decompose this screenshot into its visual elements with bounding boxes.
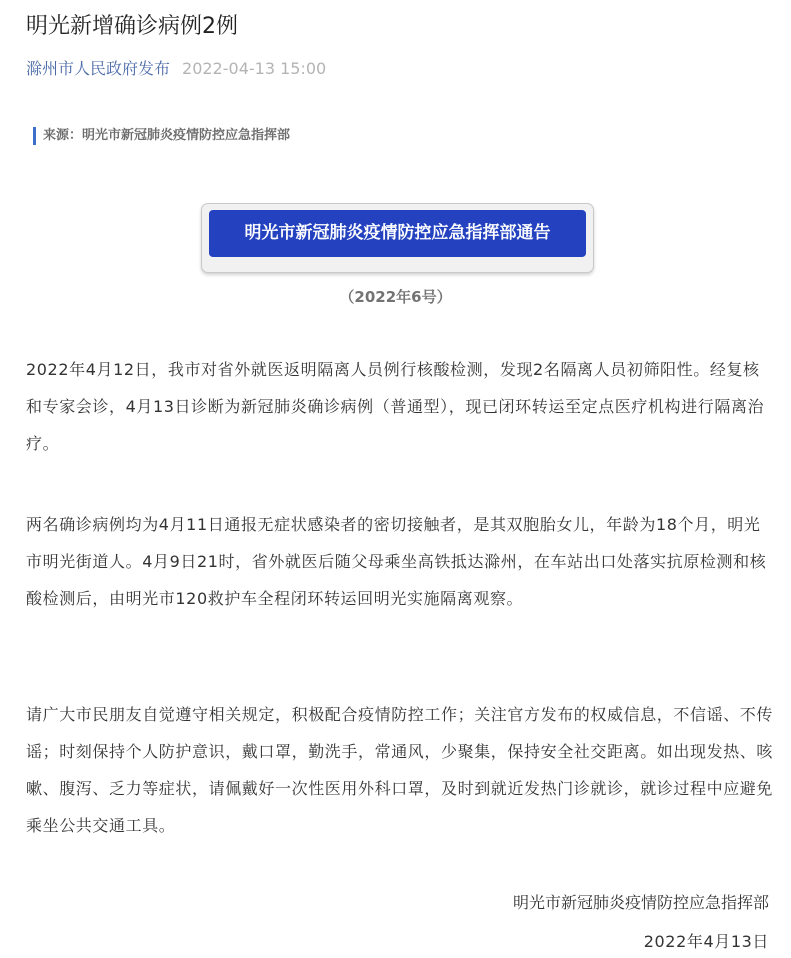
body-paragraph-1: 2022年4月12日，我市对省外就医返明隔离人员例行核酸检测，发现2名隔离人员初筛阳性。经复核和专家会诊，4月13日诊断为新冠肺炎确诊病例（普通型），现已闭环转运至定点医疗机构进行隔离治疗。	[26, 360, 765, 453]
publisher-link[interactable]: 滁州市人民政府发布	[26, 59, 171, 78]
notice-banner-text: 明光市新冠肺炎疫情防控应急指挥部通告	[209, 210, 586, 257]
notice-banner	[201, 203, 594, 273]
source-line: 来源：明光市新冠肺炎疫情防控应急指挥部	[33, 127, 290, 145]
notice-number: （2022年6号）	[339, 288, 452, 306]
body-paragraph-3: 请广大市民朋友自觉遵守相关规定，积极配合疫情防控工作；关注官方发布的权威信息，不信谣、不传谣；时刻保持个人防护意识，戴口罩，勤洗手，常通风，少聚集，保持安全社交距离。如出现发热、咳嗽、腹泻、乏力等症状，请佩戴好一次性医用外科口罩，及时到就近发热门诊就诊，就诊过程中应避免乘坐公共交通工具。	[26, 705, 774, 835]
signature-date: 2022年4月13日	[643, 932, 769, 951]
signature-organization: 明光市新冠肺炎疫情防控应急指挥部	[512, 893, 769, 912]
publish-time: 2022-04-13 15:00	[182, 59, 327, 78]
body-paragraph-2: 两名确诊病例均为4月11日通报无症状感染者的密切接触者，是其双胞胎女儿，年龄为18个月，明光市明光街道人。4月9日21时，省外就医后随父母乘坐高铁抵达滁州，在车站出口处落实抗原检测和核酸检测后，由明光市120救护车全程闭环转运回明光实施隔离观察。	[26, 515, 767, 608]
article-meta	[26, 58, 326, 80]
article-title: 明光新增确诊病例2例	[26, 14, 238, 39]
